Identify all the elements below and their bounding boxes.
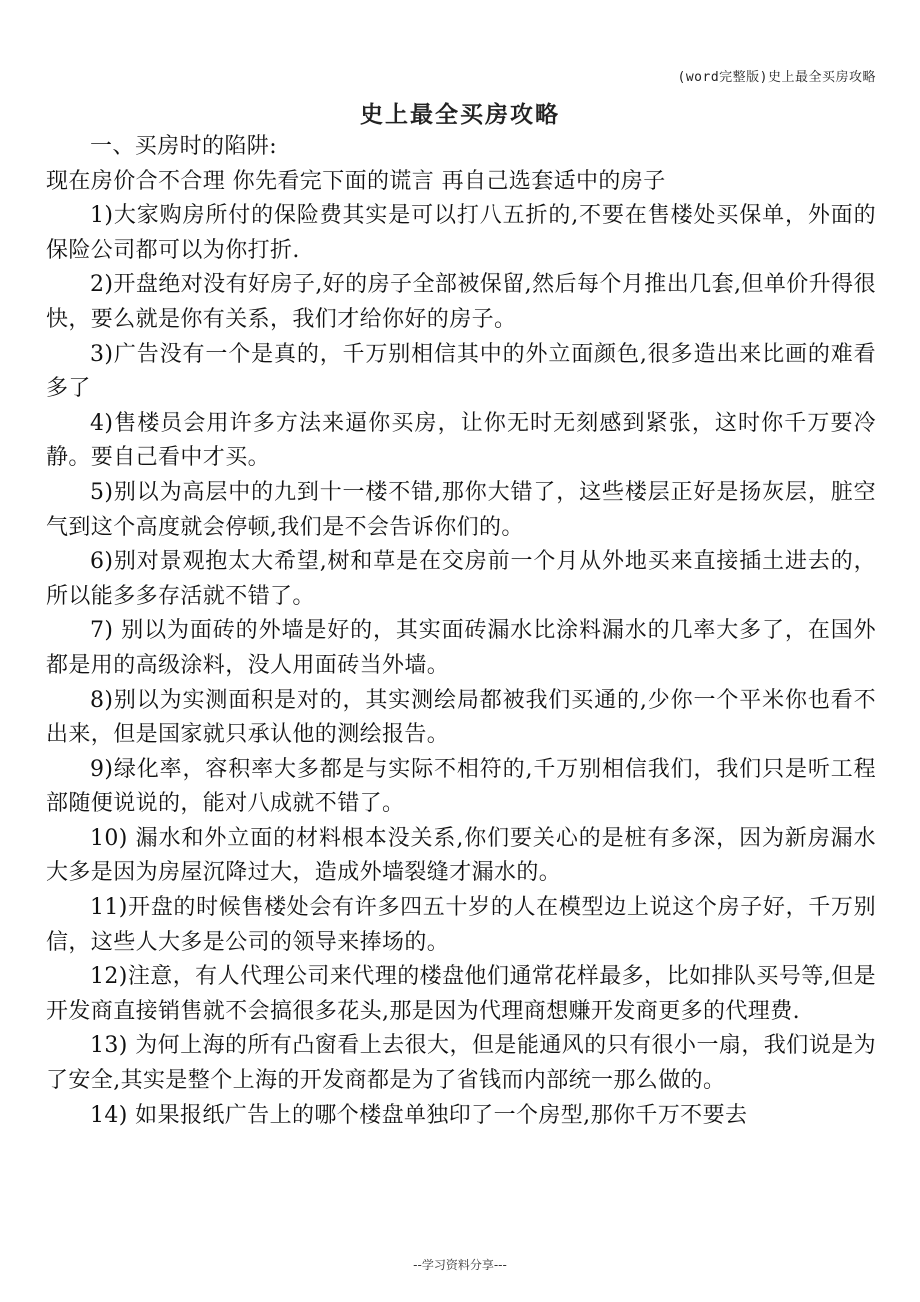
intro-paragraph: 现在房价合不合理 你先看完下面的谎言 再自己选套适中的房子: [46, 168, 666, 194]
list-item: 8)别以为实测面积是对的，其实测绘局都被我们买通的,少你一个平米你也看不出来，但是国家就只承认他的测绘报告。: [46, 687, 876, 748]
list-item: 9)绿化率，容积率大多都是与实际不相符的,千万别相信我们，我们只是听工程部随便说说的，能对八成就不错了。: [46, 756, 876, 817]
list-item: 7) 别以为面砖的外墙是好的，其实面砖漏水比涂料漏水的几率大多了，在国外都是用的高级涂料，没人用面砖当外墙。: [46, 618, 876, 678]
list-item: 3)广告没有一个是真的，千万别相信其中的外立面颜色,很多造出来比画的难看多了: [46, 341, 876, 402]
list-item: 5)别以为高层中的九到十一楼不错,那你大错了，这些楼层正好是扬灰层，脏空气到这个高度就会停顿,我们是不会告诉你们的。: [46, 479, 876, 540]
list-item: 13) 为何上海的所有凸窗看上去很大，但是能通风的只有很小一扇，我们说是为了安全,其实是整个上海的开发商都是为了省钱而内部统一那么做的。: [46, 1033, 876, 1094]
list-item: 11)开盘的时候售楼处会有许多四五十岁的人在模型边上说这个房子好，千万别信，这些人大多是公司的领导来捧场的。: [46, 895, 876, 955]
list-item: 12)注意，有人代理公司来代理的楼盘他们通常花样最多，比如排队买号等,但是开发商直接销售就不会搞很多花头,那是因为代理商想赚开发商更多的代理费.: [46, 964, 876, 1024]
list-item: 4)售楼员会用许多方法来逼你买房，让你无时无刻感到紧张，这时你千万要冷静。要自己看中才买。: [46, 410, 876, 471]
document-body: [46, 130, 876, 1133]
document-title: 史上最全买房攻略: [360, 101, 560, 128]
section-heading: 一、买房时的陷阱:: [90, 134, 278, 159]
list-item: 2)开盘绝对没有好房子,好的房子全部被保留,然后每个月推出几套,但单价升得很快，要么就是你有关系，我们才给你好的房子。: [46, 272, 876, 332]
page-footer: --学习资料分享---: [413, 1258, 507, 1272]
list-item: 14) 如果报纸广告上的哪个楼盘单独印了一个房型,那你千万不要去: [90, 1102, 748, 1128]
running-header: (word完整版)史上最全买房攻略: [677, 70, 876, 85]
list-item: 10) 漏水和外立面的材料根本没关系,你们要关心的是桩有多深，因为新房漏水大多是因为房屋沉降过大，造成外墙裂缝才漏水的。: [46, 825, 876, 886]
list-item: 1)大家购房所付的保险费其实是可以打八五折的,不要在售楼处买保单，外面的保险公司都可以为你打折.: [46, 203, 876, 263]
list-item: 6)别对景观抱太大希望,树和草是在交房前一个月从外地买来直接插土进去的，所以能多多存活就不错了。: [46, 549, 876, 609]
